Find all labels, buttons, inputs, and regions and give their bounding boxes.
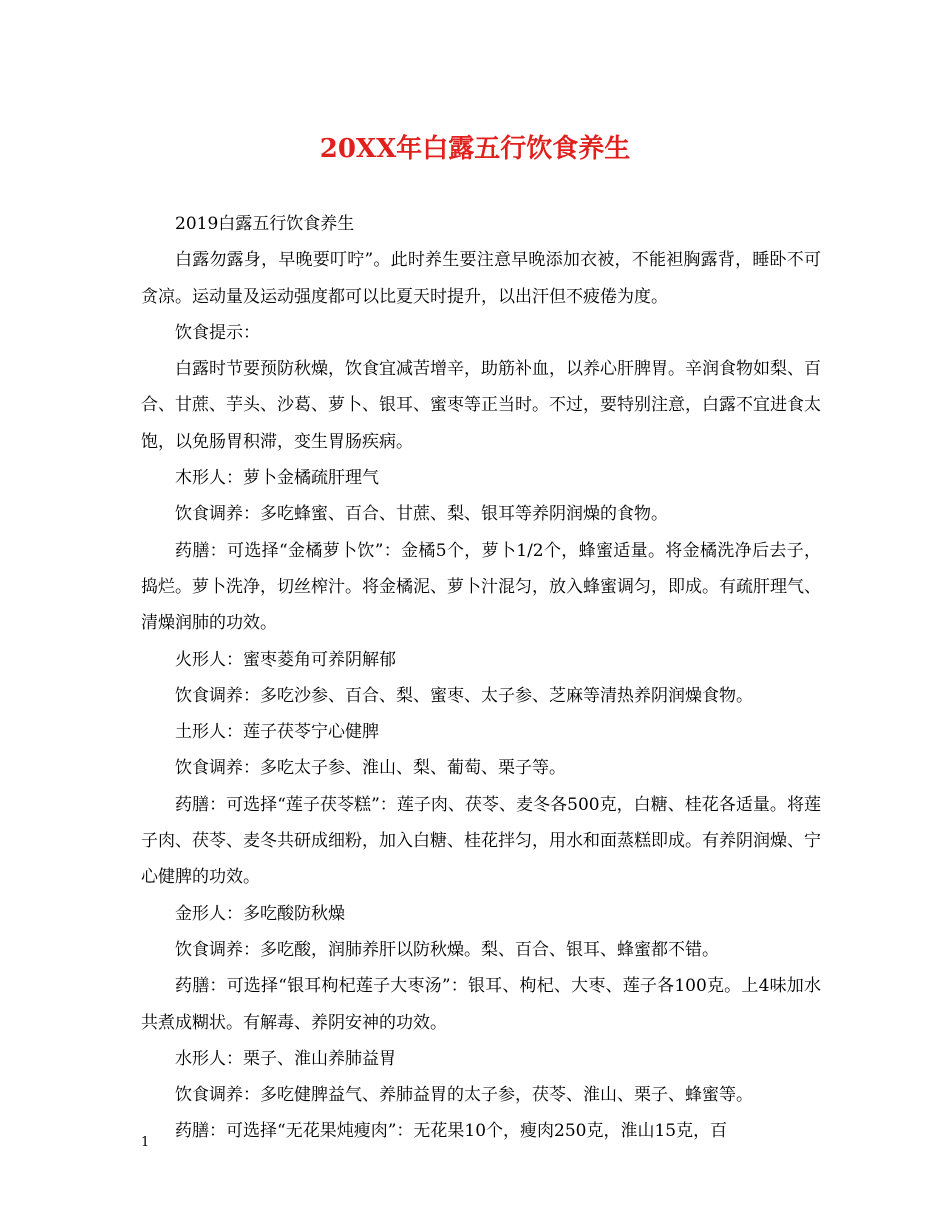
body-paragraph: 饮食提示： [175,322,260,343]
body-paragraph: 饮食调养：多吃酸，润肺养肝以防秋燥。梨、百合、银耳、蜂蜜都不错。 [175,939,719,960]
body-paragraph: 饮食调养：多吃健脾益气、养肺益胃的太子参，茯苓、淮山、栗子、蜂蜜等。 [175,1085,753,1106]
body-paragraph: 药膳：可选择“银耳枸杞莲子大枣汤”：银耳、枸杞、大枣、莲子各100克。上4味加水共煮成糊状。有解毒、养阴安神的功效。 [141,976,821,1033]
document-title: 20XX年白露五行饮食养生 [319,134,631,164]
body-paragraph: 药膳：可选择“金橘萝卜饮”：金橘5个，萝卜1/2个，蜂蜜适量。将金橘洗净后去子，捣烂。萝卜洗净，切丝榨汁。将金橘泥、萝卜汁混匀，放入蜂蜜调匀，即成。有疏肝理气、清燥润肺的功效。 [141,540,821,634]
body-paragraph: 白露时节要预防秋燥，饮食宜减苦增辛，助筋补血，以养心肝脾胃。辛润食物如梨、百合、甘蔗、芋头、沙葛、萝卜、银耳、蜜枣等正当时。不过，要特别注意，白露不宜进食太饱，以免肠胃积滞，变生胃肠疾病。 [141,359,821,452]
document-body [141,206,821,1150]
body-paragraph: 土形人：莲子茯苓宁心健脾 [175,722,379,743]
body-paragraph: 火形人：蜜枣菱角可养阴解郁 [175,649,396,670]
body-paragraph: 2019白露五行饮食养生 [175,214,355,234]
body-paragraph: 金形人：多吃酸防秋燥 [175,903,345,924]
body-paragraph: 白露勿露身，早晚要叮咛”。此时养生要注意早晚添加衣被，不能袒胸露背，睡卧不可贪凉。运动量及运动强度都可以比夏天时提升，以出汗但不疲倦为度。 [141,250,821,307]
body-paragraph: 饮食调养：多吃太子参、淮山、梨、葡萄、栗子等。 [175,758,566,779]
body-paragraph: 药膳：可选择“莲子茯苓糕”：莲子肉、茯苓、麦冬各500克，白糖、桂花各适量。将莲子肉、茯苓、麦冬共研成细粉，加入白糖、桂花拌匀，用水和面蒸糕即成。有养阴润燥、宁心健脾的功效。 [141,794,821,888]
page-number: 1 [141,1135,150,1150]
body-paragraph: 药膳：可选择“无花果炖瘦肉”：无花果10个，瘦肉250克，淮山15克，百 [175,1121,728,1142]
body-paragraph: 水形人：栗子、淮山养肺益胃 [175,1048,396,1069]
body-paragraph: 木形人：萝卜金橘疏肝理气 [175,468,379,489]
body-paragraph: 饮食调养：多吃蜂蜜、百合、甘蔗、梨、银耳等养阴润燥的食物。 [175,504,668,525]
body-paragraph: 饮食调养：多吃沙参、百合、梨、蜜枣、太子参、芝麻等清热养阴润燥食物。 [175,685,753,706]
